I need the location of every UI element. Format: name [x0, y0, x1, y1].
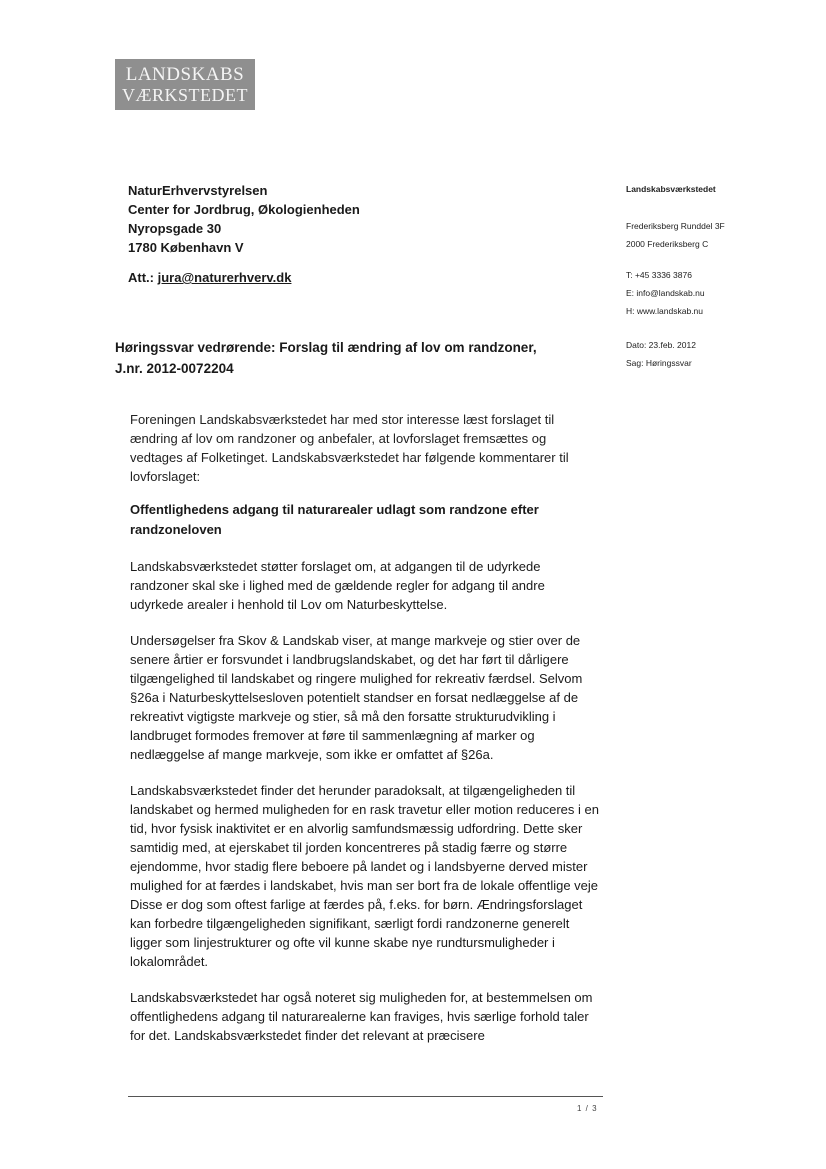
footer-divider [128, 1096, 603, 1097]
sender-organization: Landskabsværkstedet [626, 184, 716, 194]
attention-email-link[interactable]: jura@naturerhverv.dk [157, 270, 292, 285]
subject-line-2: J.nr. 2012-0072204 [115, 361, 234, 376]
page-number: 1 / 3 [577, 1104, 598, 1113]
sender-street: Frederiksberg Runddel 3F [626, 221, 725, 231]
logo-line-2: VÆRKSTEDET [122, 84, 248, 105]
sender-email: E: info@landskab.nu [626, 288, 705, 298]
section-heading: Offentlighedens adgang til naturarealer udlagt som randzone efter randzoneloven [130, 502, 539, 537]
sender-address [626, 217, 806, 253]
intro-paragraph: Foreningen Landskabsværkstedet har med stor interesse læst forslaget til ændring af lov om randzoner og anbefaler, at lovforslaget fremsættes og vedtages af Folketinget. Landskabsværkstedet har følgende kommentarer til lovforslaget: [130, 412, 569, 484]
letter-case: Sag: Høringssvar [626, 358, 692, 368]
recipient-address [128, 181, 360, 257]
body-paragraph: Landskabsværkstedet støtter forslaget om, at adgangen til de udyrkede randzoner skal ske i lighed med de gældende regler for adgang til andre udyrkede arealer i henhold til Lov om Naturbeskyttelse. [130, 559, 545, 612]
attention-label: Att.: [128, 270, 154, 285]
logo-line-1: LANDSKABS [125, 63, 245, 85]
subject-line-1: Høringssvar vedrørende: Forslag til ændring af lov om randzoner, [115, 340, 537, 355]
sender-contact [626, 266, 806, 320]
body-paragraph: Landskabsværkstedet har også noteret sig muligheden for, at bestemmelsen om offentlighedens adgang til naturarealerne kan fraviges, hvis særlige forhold taler for det. Landskabsværkstedet finder det relevant at præcisere [130, 990, 593, 1043]
sender-website: H: www.landskab.nu [626, 306, 704, 316]
letter-subject [115, 337, 585, 379]
recipient-department: Center for Jordbrug, Økologienheden [128, 202, 360, 217]
letter-body [130, 410, 600, 1062]
recipient-name: NaturErhvervstyrelsen [128, 183, 268, 198]
letter-date: Dato: 23.feb. 2012 [626, 340, 696, 350]
body-paragraph: Undersøgelser fra Skov & Landskab viser, at mange markveje og stier over de senere årtier er forsvundet i landbrugslandskabet, og det har ført til dårligere tilgængelighed til landskabet og ringere mulighed for rekreativ færdsel. Selvom §26a i Naturbeskyttelsesloven potentielt standser en forsat nedlæggelse af de rekreativt vigtigste markveje og stier, så må den forsatte strukturudvikling i landbruget formodes fremover at føre til sammenlægning af marker og nedlæggelse af mange markveje, som ikke er omfattet af §26a. [130, 633, 583, 762]
sender-city: 2000 Frederiksberg C [626, 239, 709, 249]
letter-meta [626, 336, 806, 372]
recipient-street: Nyropsgade 30 [128, 221, 222, 236]
attention-line [128, 270, 291, 285]
sender-phone: T: +45 3336 3876 [626, 270, 692, 280]
body-paragraph: Landskabsværkstedet finder det herunder paradoksalt, at tilgængeligheden til landskabet og hermed muligheden for en rask travetur eller motion reduceres i en tid, hvor fysisk inaktivitet er en alvorlig samfundsmæssig udfordring. Dette sker samtidig med, at ejerskabet til jorden koncentreres på stadig færre og større ejendomme, hvor stadig flere beboere på landet og i landsbyerne derved mister mulighed for at færdes i landskabet, hvis man ser bort fra de lokale offentlige veje Disse er dog som oftest farlige at færdes på, f.eks. for børn. Ændringsforslaget kan forbedre tilgængeligheden signifikant, særligt fordi randzonerne generelt ligger som linjestrukturer og ofte vil kunne skabe nye rundtursmuligheder i lokalområdet. [130, 783, 599, 969]
organization-logo [115, 59, 255, 110]
recipient-city: 1780 København V [128, 240, 244, 255]
